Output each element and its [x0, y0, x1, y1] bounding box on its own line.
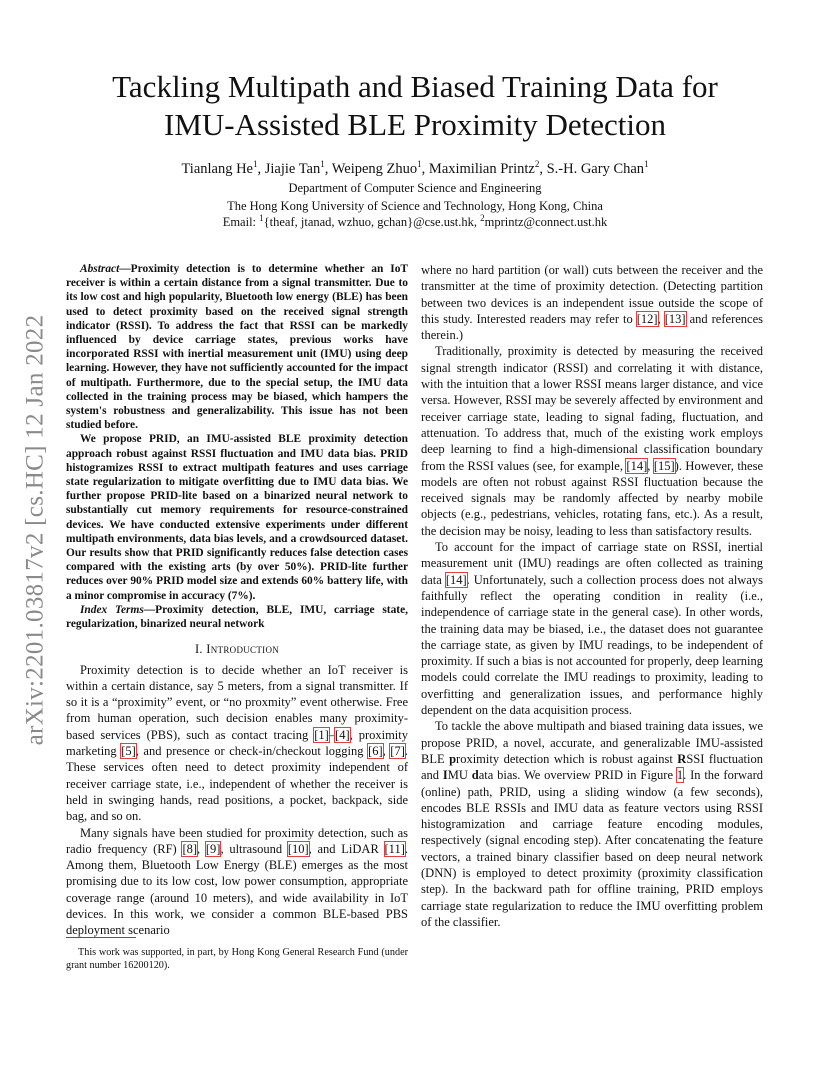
text: ,	[647, 458, 654, 473]
text: SSI fluctuation and	[421, 751, 763, 783]
index-terms-text: —Proximity detection, BLE, IMU, carriage state, regularization, binarized neural network	[66, 603, 408, 631]
author: S.-H. Gary Chan	[546, 161, 645, 177]
affil-mark: 1	[253, 159, 258, 170]
text: , proximity marketing	[66, 727, 408, 759]
affil-mark: 1	[320, 159, 325, 170]
paper-title	[70, 68, 760, 144]
separator: ,	[324, 161, 332, 177]
citation-link[interactable]: [10]	[287, 841, 309, 856]
email-group-2: mprintz@connect.ust.hk	[484, 215, 608, 229]
text: ). However, these models are often not robust against RSSI fluctuation because the received signals may be randomly affected by nearby mobile objects (e.g., pedestrians, vehicles, rotating fans, etc.). As a result, the decision may be noisy, leading to less than satisfactory results.	[421, 458, 763, 538]
index-terms	[66, 603, 408, 631]
citation-link[interactable]: [4]	[335, 727, 350, 742]
affil-mark: 1	[417, 159, 422, 170]
right-paragraph-3	[421, 539, 763, 718]
intro-paragraph-2	[66, 825, 408, 939]
email-label: Email:	[222, 215, 260, 229]
affil-mark: 2	[534, 159, 540, 170]
arxiv-stamp-text: arXiv:2201.03817v2 [cs.HC] 12 Jan 2022	[21, 314, 49, 746]
text: , and LiDAR	[308, 841, 385, 856]
citation-link[interactable]: [11]	[384, 841, 405, 856]
right-paragraph-4	[421, 718, 763, 930]
text: . Among them, Bluetooth Low Energy (BLE) emerges as the most promising due to its low cost, low power consumption, appropriate coverage range (around 10 meters), and wide availability in IoT devices. In this work, we consider a common BLE-based PBS deployment scenario	[66, 841, 409, 938]
arxiv-stamp	[20, 290, 50, 770]
author: Weipeng Zhuo	[331, 161, 418, 177]
text: ata bias. We overview PRID in Figure	[478, 768, 677, 783]
text: ,	[382, 744, 391, 759]
citation-link[interactable]: [8]	[182, 841, 198, 856]
author: Tianlang He	[181, 161, 253, 177]
author: Jiajie Tan	[264, 161, 321, 177]
email-group-1: {theaf, jtanad, wzhuo, gchan}@cse.ust.hk,	[263, 215, 481, 229]
citation-link[interactable]: [6]	[368, 744, 383, 759]
text: . Unfortunately, such a collection process does not always faithfully reflect the operating condition in reality (i.e., independence of carriage state in the general case). In other words, the training data may be biased, i.e., the dataset does not guarantee the carriage state, as given by IMU readings, to be independent of proximity. If such a bias is not accounted for properly, deep learning models could correlate the IMU readings to proximity, leading to overfitting and generalization issues, and performance highly dependent on the data acquisition process.	[421, 572, 764, 718]
text: MU	[447, 768, 472, 783]
text: To tackle the above multipath and biased training data issues, we propose PRID, a novel, accurate, and generalizable IMU-assisted BLE	[421, 719, 763, 766]
text: Many signals have been studied for proximity detection, such as radio frequency (RF)	[66, 825, 408, 856]
text: –	[328, 727, 336, 742]
title-line-1: Tackling Multipath and Biased Training Data for	[112, 69, 718, 104]
citation-link[interactable]: [9]	[205, 841, 221, 856]
text: Traditionally, proximity is detected by measuring the received signal strength indicator (RSSI) and correlating it with distance, with the intuition that a lower RSSI means larger distance, and vice versa. However, RSSI may be severely affected by environment and receiver carriage state, leading to signal fading, fluctuation, and attenuation. To address that, much of the existing work employs deep learning to find a high-dimensional classification boundary from the RSSI values (see, for example,	[421, 344, 763, 473]
affiliation-university: The Hong Kong University of Science and Technology, Hong Kong, China	[227, 199, 603, 213]
citation-link[interactable]: [14]	[445, 572, 467, 587]
intro-paragraph-1	[66, 662, 408, 825]
right-paragraph-2	[421, 343, 763, 539]
left-column	[66, 262, 408, 939]
text: , and presence or check-in/checkout logging	[135, 744, 369, 759]
footnote: This work was supported, in part, by Hong Kong General Research Fund (under grant number 16200120).	[66, 947, 408, 971]
citation-link[interactable]: [5]	[121, 744, 136, 759]
affiliation-email	[70, 212, 760, 230]
section-title: Introduction	[206, 642, 280, 657]
citation-link[interactable]: [15]	[653, 458, 675, 473]
text: Proximity detection is to decide whether an IoT receiver is within a certain distance, say 5 meters, from a signal transmitter. If so it is a “proximity” event, or “no proxmity” event otherwise. Free from human operation, such decision enables many proximity-based services (PBS), such as contact tracing	[66, 662, 408, 742]
affil-mark: 1	[259, 212, 264, 223]
text: . In the forward (online) path, PRID, using a sliding window (a few seconds), encodes BLE RSSIs and IMU data as feature vectors using RSSI histogramization and carriage feature encoding modules, respectively (signal encoding step). After concatenating the feature vectors, a trained binary classifier based on deep neural network (DNN) is employed to detect proximity (proximity classification step). In the backward path for offline training, PRID employs carriage state regularization to reduce the IMU overfitting problem of the classifier.	[421, 768, 763, 929]
citation-link[interactable]: [14]	[626, 458, 648, 473]
author-list	[70, 161, 760, 178]
acronym-letter: p	[449, 751, 457, 766]
abstract-label: Abstract	[80, 263, 120, 275]
abstract-paragraph-2: We propose PRID, an IMU-assisted BLE proximity detection approach robust against RSSI fluctuation and IMU data bias. PRID histogramizes RSSI to extract multipath features and uses carriage state regularization to mitigate overfitting due to IMU data bias. We further propose PRID-lite based on a binarized neural network to substantially cut memory requirements for resource-constrained devices. We have conducted extensive experiments under different multipath environments, data bias levels, and a crowdsourced dataset. Our results show that PRID significantly reduces false detection cases compared with the existing arts (by over 50%). PRID-lite further reduces over 90% PRID model size and extends 60% battery life, with a minor compromise in accuracy (7%).	[66, 433, 408, 602]
figure-link[interactable]: 1	[676, 768, 684, 783]
text: To account for the impact of carriage state on RSSI, inertial measurement unit (IMU) readings are often collected as training data	[421, 540, 763, 587]
text: roximity detection which is robust against	[456, 751, 678, 766]
separator: ,	[539, 161, 547, 177]
right-column	[421, 262, 763, 930]
footnote-rule	[66, 937, 136, 938]
text: ,	[197, 841, 206, 856]
affil-mark: 2	[480, 212, 485, 223]
index-terms-label: Index Terms	[80, 603, 144, 616]
right-paragraph-1	[421, 262, 763, 343]
title-line-2: IMU-Assisted BLE Proximity Detection	[164, 107, 666, 142]
citation-link[interactable]: [12]	[636, 311, 658, 326]
text: and references therein.)	[421, 311, 763, 343]
acronym-letter: R	[677, 751, 687, 766]
text: ,	[657, 311, 665, 326]
citation-link[interactable]: [7]	[390, 744, 405, 759]
separator: ,	[421, 161, 429, 177]
text: , ultrasound	[220, 841, 288, 856]
abstract-text: —Proximity detection is to determine whether an IoT receiver is within a certain distance from a signal transmitter. Due to its low cost and high popularity, Bluetooth low energy (BLE) has been used to detect proximity based on the received signal strength indicator (RSSI). To address the fact that RSSI can be markedly influenced by device carriage states, previous works have incorporated RSSI with inertial measurement unit (IMU) using deep learning. However, they have not sufficiently accounted for the impact of multipath. Furthermore, due to the special setup, the IMU data collected in the training process may be biased, which hampers the system's robustness and generalizability. This issue has not been studied before.	[66, 263, 408, 432]
abstract-paragraph-1	[66, 262, 408, 432]
affiliation-department: Department of Computer Science and Engineering	[288, 181, 542, 195]
section-heading-introduction	[66, 641, 408, 657]
citation-link[interactable]: [13]	[664, 311, 686, 326]
citation-link[interactable]: [1]	[314, 727, 329, 742]
acronym-letter: d	[471, 768, 479, 783]
text: where no hard partition (or wall) cuts between the receiver and the transmitter at the time of proximity detection. (Detecting partition between two devices is an independent issue outside the scope of this study. Interested readers may refer to	[421, 263, 763, 326]
text: . These services often need to detect proximity independent of receiver carriage state, i.e., independent of whether the receiver is held in swinging hands, read positions, a pocket, backpack, side bag, and so on.	[66, 744, 408, 824]
author: Maximilian Printz	[428, 161, 535, 177]
acronym-letter: I	[442, 768, 448, 783]
affil-mark: 1	[644, 159, 649, 170]
section-number: I.	[194, 642, 207, 657]
separator: ,	[257, 161, 265, 177]
